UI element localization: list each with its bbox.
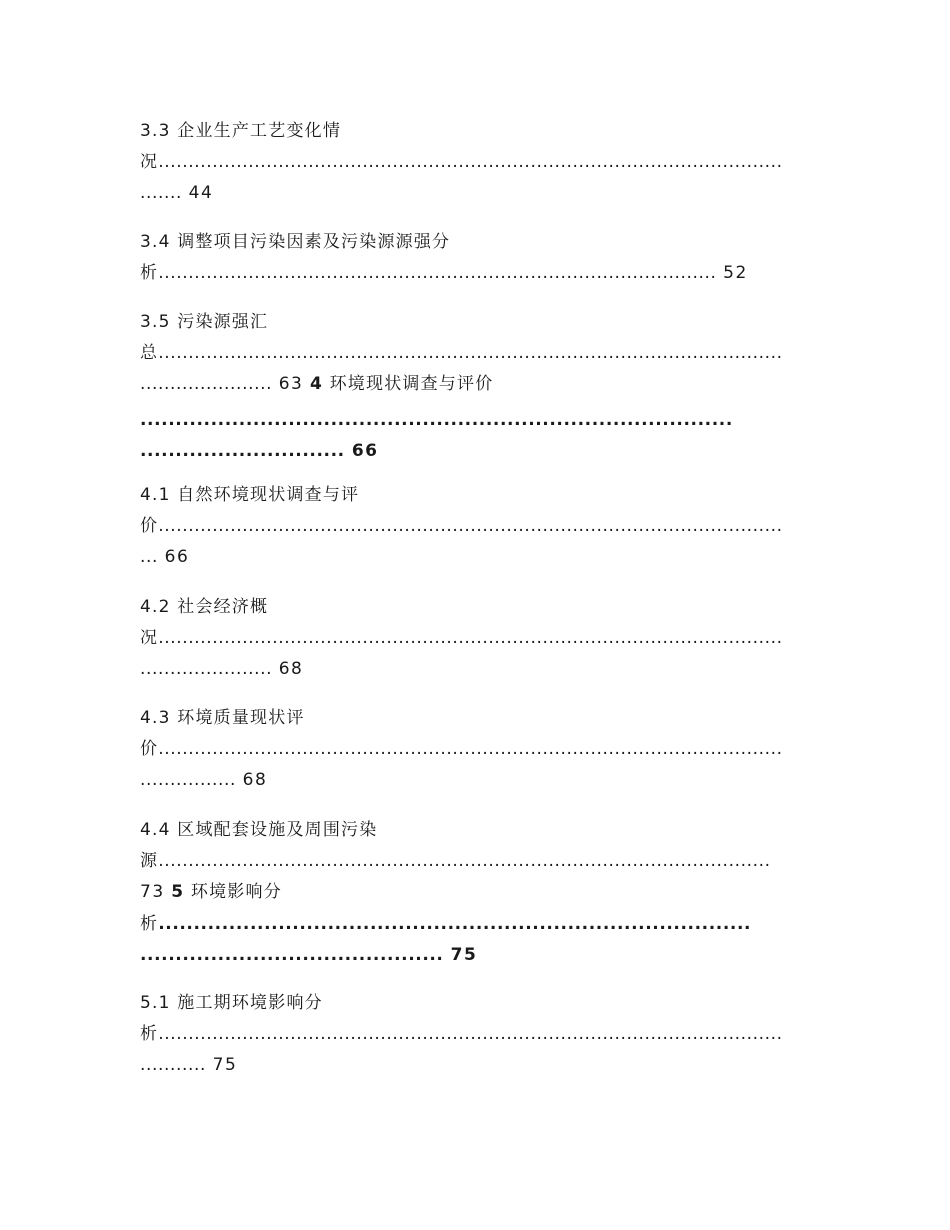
- toc-entry-leader: [140, 258, 812, 289]
- toc-chapter-number: 5: [171, 882, 185, 902]
- toc-entry-3-3[interactable]: [140, 116, 812, 209]
- toc-page-number: 68: [278, 659, 304, 679]
- toc-page-number: 63: [278, 374, 304, 394]
- toc-chapter-5[interactable]: [140, 909, 812, 971]
- toc-page-number: 44: [188, 183, 214, 203]
- toc-chapter-title: 环境影响分: [190, 882, 282, 902]
- toc-chapter-number: 4: [309, 374, 323, 394]
- toc-entry-title: 3.5 污染源强汇: [140, 312, 269, 332]
- toc-page-number: 68: [242, 770, 268, 790]
- toc-entry-3-5[interactable]: [140, 307, 812, 400]
- toc-entry-leader: [140, 623, 812, 654]
- toc-dots: ......................................................................................................: [158, 851, 771, 871]
- toc-dots: ........................................................................................................: [158, 343, 783, 363]
- toc-entry-title: 3.4 调整项目污染因素及污染源源强分: [140, 232, 451, 252]
- toc-entry-cont: 价: [140, 516, 159, 536]
- toc-dots: ........................................................................................................: [158, 739, 783, 759]
- toc-entry-title: 4.1 自然环境现状调查与评: [140, 485, 360, 505]
- toc-page-number: 75: [212, 1055, 238, 1075]
- toc-entry-cont: 况: [140, 152, 159, 172]
- toc-entry-leader: [140, 734, 812, 765]
- toc-entry-cont: 析: [140, 1024, 159, 1044]
- toc-dots: ........................................................................................................: [158, 152, 783, 172]
- toc-dots: ........................................................................................................: [158, 1024, 783, 1044]
- toc-entry-4-1[interactable]: [140, 480, 812, 573]
- toc-chapter-leader-end: [140, 940, 812, 971]
- toc-entry-4-4[interactable]: [140, 815, 812, 908]
- toc-page-number: 73: [140, 882, 165, 902]
- toc-dots: ...: [140, 547, 159, 567]
- toc-entry-5-1[interactable]: [140, 988, 812, 1081]
- toc-entry-cont: 源: [140, 851, 159, 871]
- toc-dots: ......................: [140, 374, 273, 394]
- toc-entry-leader-end: [140, 877, 812, 908]
- toc-dots: ................: [140, 770, 237, 790]
- toc-chapter-title: 环境现状调查与评价: [329, 374, 494, 394]
- toc-entry-leader: [140, 511, 812, 542]
- toc-entry-leader-end: [140, 1050, 812, 1081]
- toc-entry-leader: [140, 846, 812, 877]
- toc-entry-leader-end: [140, 542, 812, 573]
- toc-dots: ...........................................: [140, 945, 444, 965]
- toc-entry-3-4[interactable]: [140, 227, 812, 289]
- toc-entry-title: 5.1 施工期环境影响分: [140, 993, 323, 1013]
- toc-entry-title: 3.3 企业生产工艺变化情: [140, 121, 342, 141]
- toc-chapter-4[interactable]: [140, 405, 812, 467]
- toc-dots: .............................................................................................: [158, 263, 717, 283]
- toc-entry-cont: 总: [140, 343, 159, 363]
- toc-entry-leader-end: [140, 178, 812, 209]
- toc-dots: ...........: [140, 1055, 207, 1075]
- toc-entry-cont: 况: [140, 628, 159, 648]
- toc-page-number: 66: [351, 441, 379, 461]
- toc-dots: ......................: [140, 659, 273, 679]
- toc-dots: ........................................................................................................: [158, 516, 783, 536]
- toc-dots: ........................................................................................................: [158, 628, 783, 648]
- toc-dots: .............................: [140, 441, 345, 461]
- toc-entry-leader: [140, 338, 812, 369]
- toc-chapter-leader: [140, 909, 812, 940]
- toc-page-number: 75: [450, 945, 478, 965]
- toc-dots: .......: [140, 183, 183, 203]
- toc-chapter-leader-end: [140, 436, 812, 467]
- toc-entry-leader-end: [140, 654, 812, 685]
- toc-dots: ....................................................................................: [158, 914, 752, 934]
- toc-entry-cont: 析: [140, 263, 159, 283]
- toc-page-number: 66: [164, 547, 190, 567]
- toc-entry-title: 4.3 环境质量现状评: [140, 708, 305, 728]
- toc-entry-leader-end: [140, 765, 812, 796]
- toc-dots: ....................................................................................: [140, 410, 733, 430]
- toc-entry-leader: [140, 1019, 812, 1050]
- toc-entry-cont: 析: [140, 914, 159, 934]
- toc-entry-title: 4.4 区域配套设施及周围污染: [140, 820, 378, 840]
- toc-entry-title: 4.2 社会经济概: [140, 597, 269, 617]
- toc-entry-cont: 价: [140, 739, 159, 759]
- toc-entry-4-2[interactable]: [140, 592, 812, 685]
- toc-entry-4-3[interactable]: [140, 703, 812, 796]
- toc-entry-leader: [140, 147, 812, 178]
- toc-page-number: 52: [723, 263, 748, 283]
- toc-entry-leader-end: [140, 369, 812, 400]
- toc-chapter-leader: [140, 405, 812, 436]
